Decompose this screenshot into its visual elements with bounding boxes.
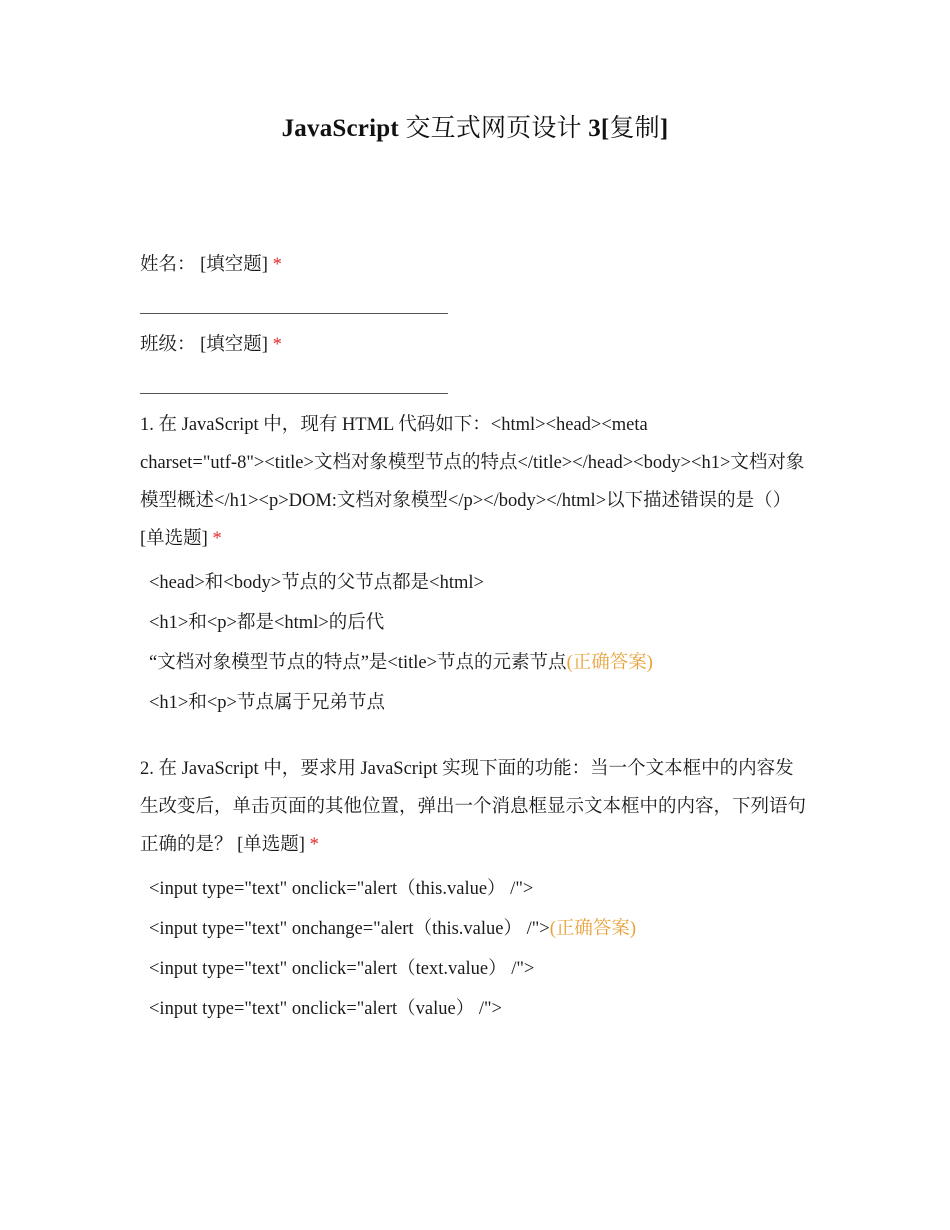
option-text: <h1>和<p>节点属于兄弟节点 [149,693,385,713]
correct-answer-label: (正确答案) [566,653,653,673]
fill-blank-underline[interactable] [140,393,448,394]
question-1 [140,408,820,726]
question-type-tag: [单选题] [140,529,208,549]
title-part: 复制 [609,115,660,142]
title-part: 交互式网页设计 [398,115,589,142]
option-text: <input type="text" onchange="alert（this.value） /"> [149,919,550,939]
required-mark: * [309,835,319,855]
correct-answer-label: (正确答案) [549,919,637,939]
option-d[interactable] [140,686,820,726]
field-name-label-row [140,248,820,286]
title-part: ] [659,115,669,142]
question-2 [140,752,820,1032]
option-text: <input type="text" onclick="alert（this.value） /"> [149,879,534,899]
option-text: “文档对象模型节点的特点”是<title>节点的元素节点 [149,653,567,673]
option-text: <input type="text" onclick="alert（text.value） /"> [149,959,535,979]
required-mark: * [272,255,282,275]
survey-content [140,248,820,1032]
question-text-line: charset="utf-8"><title>文档对象模型节点的特点</title></head><body><h1>文档对象 [140,453,805,473]
option-text: <input type="text" onclick="alert（value） /"> [149,999,502,1019]
required-mark: * [272,335,282,355]
question-text-line: 2. 在 JavaScript 中，要求用 JavaScript 实现下面的功能：当一个文本框中的内容发 [140,759,794,779]
option-text: <head>和<body>节点的父节点都是<html> [149,573,484,593]
question-text-line: 生改变后，单击页面的其他位置，弹出一个消息框显示文本框中的内容，下列语句 [140,797,807,817]
option-c[interactable] [140,952,820,992]
class-input-blank[interactable] [140,366,820,408]
option-a[interactable] [140,566,820,606]
fill-blank-underline[interactable] [140,313,448,314]
option-a[interactable] [140,872,820,912]
field-class-label-row [140,328,820,366]
title-part: 3[ [588,115,610,142]
option-text: <h1>和<p>都是<html>的后代 [149,613,385,633]
question-type-tag: [填空题] [200,335,268,355]
option-b[interactable] [140,912,820,952]
page-title [0,108,950,144]
question-text: 正确的是？ [140,835,238,855]
field-label: 姓名： [140,255,196,275]
option-c[interactable] [140,646,820,686]
field-label: 班级： [140,335,196,355]
required-mark: * [212,529,222,549]
question-type-tag: [单选题] [237,835,305,855]
question-type-row [140,522,820,560]
question-text-line: 模型概述</h1><p>DOM:文档对象模型</p></body></html>以下描述错误的是（） [140,491,792,511]
option-d[interactable] [140,992,820,1032]
option-b[interactable] [140,606,820,646]
name-input-blank[interactable] [140,286,820,328]
title-part: JavaScript [281,115,399,142]
question-text-line: 1. 在 JavaScript 中，现有 HTML 代码如下：<html><head><meta [140,415,648,435]
question-type-tag: [填空题] [200,255,268,275]
question-text-line-with-type [140,828,820,866]
